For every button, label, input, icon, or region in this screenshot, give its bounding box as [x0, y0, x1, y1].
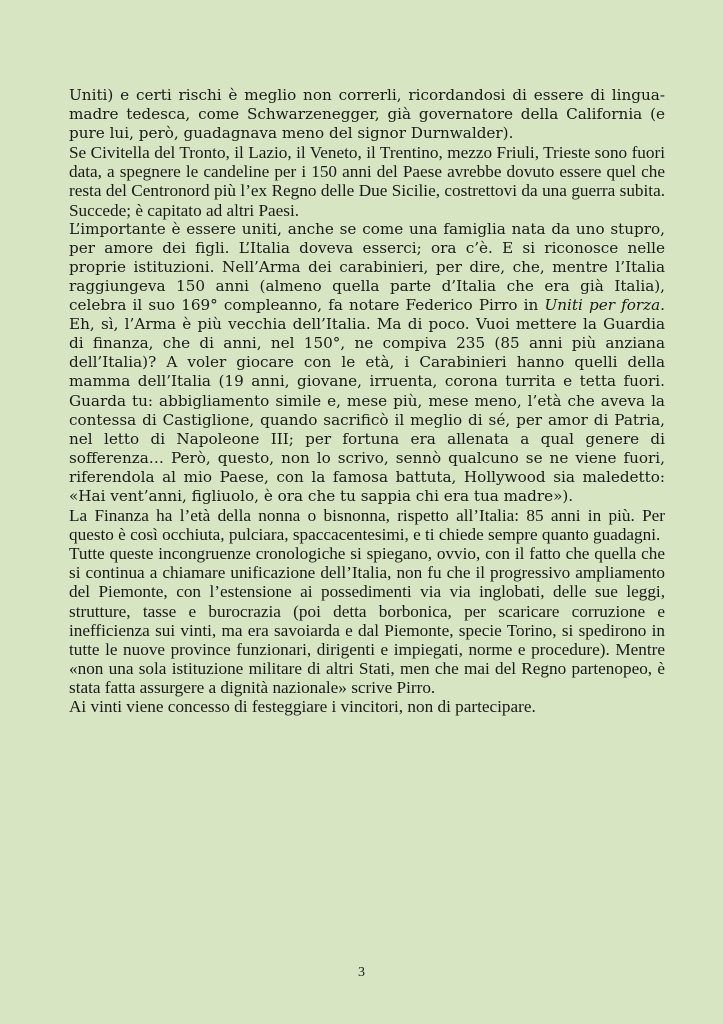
- paragraph-3-part-1: L’importante è essere uniti, anche se come una famiglia nata da uno stupro, per amore dei figli. L’Italia doveva esserci; ora c’è. E si riconosce nelle proprie istituzioni. Nell’Arma dei carabinieri, per dire, che, mentre l’Italia raggiungeva 150 anni (almeno quella parte d’Italia che era già Italia), celebra il suo 169° compleanno, fa notare Federico Pirro in: [69, 219, 665, 315]
- page-number: 3: [358, 965, 365, 980]
- paragraph-5: Tutte queste incongruenze cronologiche si spiegano, ovvio, con il fatto che quella che si continua a chiamare unificazione dell’Italia, non fu che il progressivo ampliamento del Piemonte, con l’estensione ai possedimenti via via inglobati, delle sue leggi, strutture, tasse e burocrazia (poi detta borbonica, per scaricare corruzione e inefficienza sui vinti, ma era savoiarda e dal Piemonte, specie Torino, si spedirono in tutte le nuove province funzionari, dirigenti e impiegati, norme e procedure). Mentre «non una sola istituzione militare di altri Stati, men che mai del Regno partenopeo, è stata fatta assurgere a dignità nazionale» scrive Pirro.: [69, 544, 665, 697]
- paragraph-6: Ai vinti viene concesso di festeggiare i vincitori, non di partecipare.: [69, 697, 536, 716]
- paragraph-2: Se Civitella del Tronto, il Lazio, il Veneto, il Trentino, mezzo Friuli, Trieste sono fuori data, a spegnere le candeline per i 150 anni del Paese avrebbe dovuto essere quel che resta del Centronord più l’ex Regno delle Due Sicilie, costrettovi da una guerra subita. Succede; è capitato ad altri Paesi.: [69, 143, 665, 220]
- page-body: [69, 86, 665, 716]
- paragraph-4: La Finanza ha l’età della nonna o bisnonna, rispetto all’Italia: 85 anni in più. Per questo è così occhiuta, pulciara, spaccacentesimi, e ti chiede sempre quanto guadagni.: [69, 506, 665, 545]
- book-title-italic: Uniti per forza: [544, 296, 661, 315]
- paragraph-3-part-2: . Eh, sì, l’Arma è più vecchia dell’Italia. Ma di poco. Vuoi mettere la Guardia di finanza, che di anni, nel 150°, ne compiva 235 (85 anni più anziana dell’Italia)? A voler giocare con le età, i Carabinieri hanno quelli della mamma dell’Italia (19 anni, giovane, irruenta, corona turrita e tetta fuori. Guarda tu: abbigliamento simile e, mese più, mese meno, l’età che aveva la contessa di Castiglione, quando sacrificò il meglio di sé, per amor di Patria, nel letto di Napoleone III; per fortuna era allenata a qual genere di sofferenza… Però, questo, non lo scrivo, sennò qualcuno se ne viene fuori, riferendola al mio Paese, con la famosa battuta, Hollywood sia maledetto: «Hai vent’anni, figliuolo, è ora che tu sappia chi era tua madre»).: [69, 296, 665, 505]
- paragraph-3: [69, 220, 665, 506]
- paragraph-1: Uniti) e certi rischi è meglio non correrli, ricordandosi di essere di lingua-madre tedesca, come Schwarzenegger, già governatore della California (e pure lui, però, guadagnava meno del signor Durnwalder).: [69, 86, 665, 143]
